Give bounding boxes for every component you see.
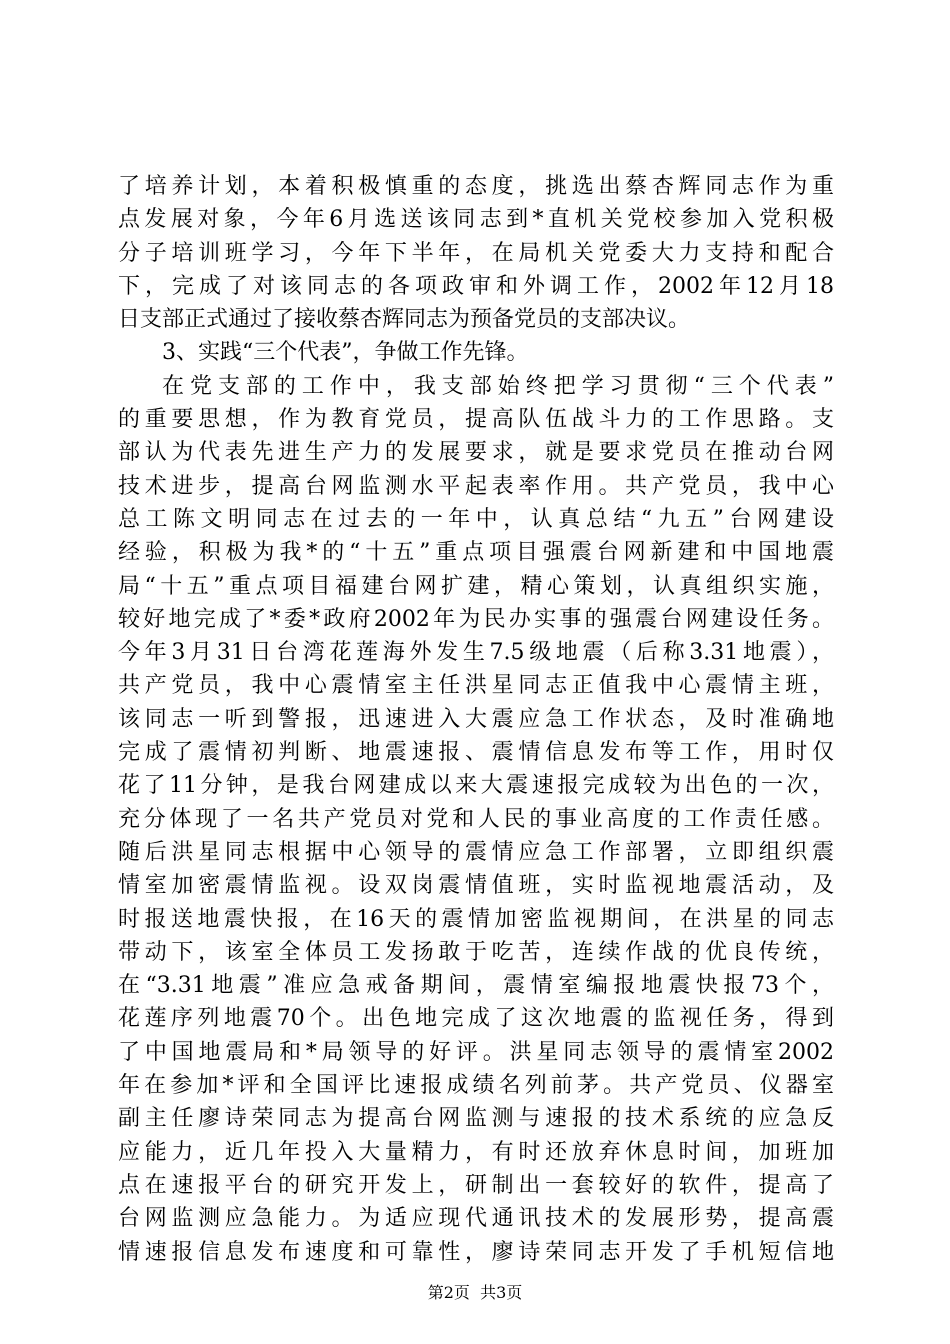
- text-line: 总工陈文明同志在过去的一年中，认真总结“九五”台网建设: [118, 506, 834, 532]
- text-line: 经验，积极为我*的“十五”重点项目强震台网新建和中国地震: [118, 540, 834, 566]
- text-line: 花了11分钟，是我台网建成以来大震速报完成较为出色的一次，: [118, 773, 834, 799]
- document-body: [118, 170, 834, 1269]
- text-line: 技术进步，提高台网监测水平起表率作用。共产党员，我中心: [118, 473, 834, 499]
- text-line: 点在速报平台的研究开发上，研制出一套较好的软件，提高了: [118, 1172, 834, 1198]
- text-line: 了培养计划，本着积极慎重的态度，挑选出蔡杏辉同志作为重: [118, 174, 834, 199]
- text-line: 情室加密震情监视。设双岗震情值班，实时监视地震活动，及: [118, 873, 834, 899]
- text-line: 下，完成了对该同志的各项政审和外调工作，2002年12月18: [118, 273, 834, 299]
- text-line: 完成了震情初判断、地震速报、震情信息发布等工作，用时仅: [118, 740, 834, 766]
- text-line: 在党支部的工作中，我支部始终把学习贯彻“三个代表”: [162, 373, 834, 399]
- page-footer: 第2页 共3页: [427, 1283, 523, 1302]
- text-line: 充分体现了一名共产党员对党和人民的事业高度的工作责任感。: [118, 806, 834, 832]
- text-line: 情速报信息发布速度和可靠性，廖诗荣同志开发了手机短信地: [118, 1239, 834, 1265]
- text-line: 台网监测应急能力。为适应现代通讯技术的发展形势，提高震: [118, 1206, 834, 1232]
- text-line: 日支部正式通过了接收蔡杏辉同志为预备党员的支部决议。: [118, 307, 691, 333]
- text-line: 的重要思想，作为教育党员，提高队伍战斗力的工作思路。支: [118, 407, 834, 433]
- text-line: 局“十五”重点项目福建台网扩建，精心策划，认真组织实施，: [118, 573, 834, 599]
- text-line: 了中国地震局和*局领导的好评。洪星同志领导的震情室2002: [118, 1039, 834, 1065]
- text-line: 应能力，近几年投入大量精力，有时还放弃休息时间，加班加: [118, 1139, 834, 1165]
- text-line: 副主任廖诗荣同志为提高台网监测与速报的技术系统的应急反: [118, 1106, 834, 1132]
- text-line: 3、实践“三个代表”，争做工作先锋。: [162, 340, 529, 366]
- text-line: 时报送地震快报，在16天的震情加密监视期间，在洪星的同志: [118, 906, 834, 932]
- text-line: 较好地完成了*委*政府2002年为民办实事的强震台网建设任务。: [118, 606, 834, 632]
- text-line: 分子培训班学习，今年下半年，在局机关党委大力支持和配合: [118, 240, 834, 266]
- text-line: 点发展对象，今年6月选送该同志到*直机关党校参加入党积极: [118, 207, 834, 233]
- text-line: 今年3月31日台湾花莲海外发生7.5级地震（后称3.31地震），: [118, 640, 834, 666]
- text-line: 随后洪星同志根据中心领导的震情应急工作部署，立即组织震: [118, 839, 834, 865]
- text-line: 年在参加*评和全国评比速报成绩名列前茅。共产党员、仪器室: [118, 1073, 834, 1099]
- text-line: 带动下，该室全体员工发扬敢于吃苦，连续作战的优良传统，: [118, 939, 834, 965]
- text-line: 该同志一听到警报，迅速进入大震应急工作状态，及时准确地: [118, 706, 834, 732]
- text-line: 共产党员，我中心震情室主任洪星同志正值我中心震情主班，: [118, 673, 834, 699]
- text-line: 部认为代表先进生产力的发展要求，就是要求党员在推动台网: [118, 440, 834, 466]
- text-line: 在“3.31地震”准应急戒备期间，震情室编报地震快报73个，: [118, 973, 834, 999]
- text-line: 花莲序列地震70个。出色地完成了这次地震的监视任务，得到: [118, 1006, 834, 1032]
